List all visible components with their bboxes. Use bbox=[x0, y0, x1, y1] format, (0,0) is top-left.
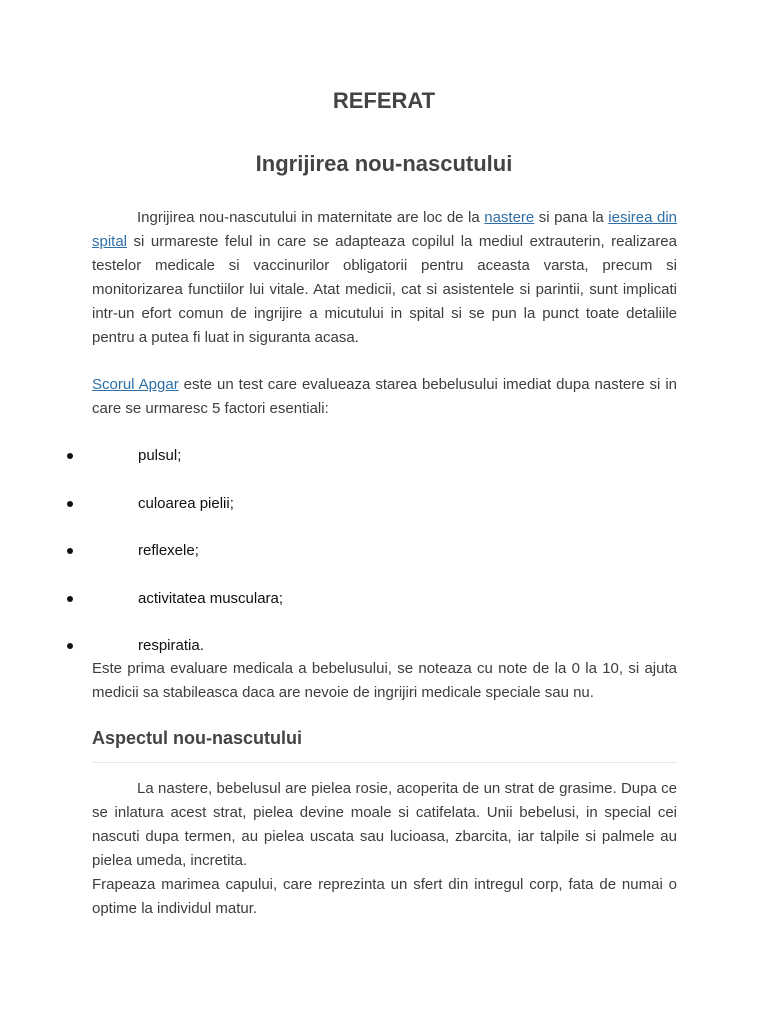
list-item bbox=[0, 444, 768, 492]
iesirea-din-spital-link[interactable]: iesirea din spital bbox=[92, 209, 677, 250]
bullet-icon bbox=[67, 501, 73, 507]
section-divider bbox=[92, 762, 677, 763]
list-item bbox=[0, 539, 768, 587]
apgar-factors-list bbox=[0, 444, 768, 682]
list-item-text: respiratia. bbox=[138, 637, 204, 654]
bullet-icon bbox=[67, 596, 73, 602]
intro-paragraph bbox=[92, 206, 677, 350]
intro-text-middle: si pana la bbox=[534, 209, 609, 226]
aspect-paragraph bbox=[92, 777, 677, 921]
section-heading: Aspectul nou-nascutului bbox=[92, 728, 303, 748]
nastere-link[interactable]: nastere bbox=[484, 209, 535, 226]
document-subtitle: Ingrijirea nou-nascutului bbox=[255, 151, 513, 176]
list-item-text: culoarea pielii; bbox=[138, 494, 234, 512]
bullet-icon bbox=[67, 643, 73, 649]
intro-text-end: si urmareste felul in care se adapteaza copilul la mediul extrauterin, realizarea testelor medicale si vaccinurilor obligatorii pentru aceasta varsta, precum si monitorizarea functiilor lui vitale. Atat medicii, cat si asistentele si parintii, sunt implicati intr-un efort comun de ingrijire a micutului in spital si se pun la punct toate detaliile pentru a putea fi luat in siguranta acasa. bbox=[92, 233, 677, 346]
list-item-text: pulsul; bbox=[138, 447, 182, 464]
aspect-text: La nastere, bebelusul are pielea rosie, acoperita de un strat de grasime. Dupa ce se inlatura acest strat, pielea devine moale si catifelata. Unii bebelusi, in special cei nascuti dupa termen, au pielea uscata sau lucioasa, zbarcita, iar talpile si palmele au pielea umeda, incretita. bbox=[92, 780, 677, 869]
list-item bbox=[0, 492, 768, 540]
bullet-icon bbox=[67, 548, 73, 554]
bullet-icon bbox=[67, 453, 73, 459]
scorul-apgar-link[interactable]: Scorul Apgar bbox=[92, 376, 179, 393]
apgar-paragraph bbox=[92, 373, 677, 421]
list-item-text: activitatea musculara; bbox=[138, 589, 284, 607]
list-item bbox=[0, 587, 768, 635]
head-text: Frapeaza marimea capului, care reprezinta un sfert din intregul corp, fata de numai o optime la individul matur. bbox=[92, 876, 677, 917]
intro-text-start: Ingrijirea nou-nascutului in maternitate are loc de la bbox=[137, 209, 485, 226]
apgar-text: este un test care evalueaza starea bebelusului imediat dupa nastere si in care se urmaresc 5 factori esentiali: bbox=[92, 376, 678, 417]
evaluation-paragraph: Este prima evaluare medicala a bebelusului, se noteaza cu note de la 0 la 10, si ajuta medicii sa stabileasca daca are nevoie de ingrijiri medicale speciale sau nu. bbox=[92, 660, 677, 701]
list-item-text: reflexele; bbox=[138, 542, 199, 559]
document-title: REFERAT bbox=[332, 88, 436, 113]
